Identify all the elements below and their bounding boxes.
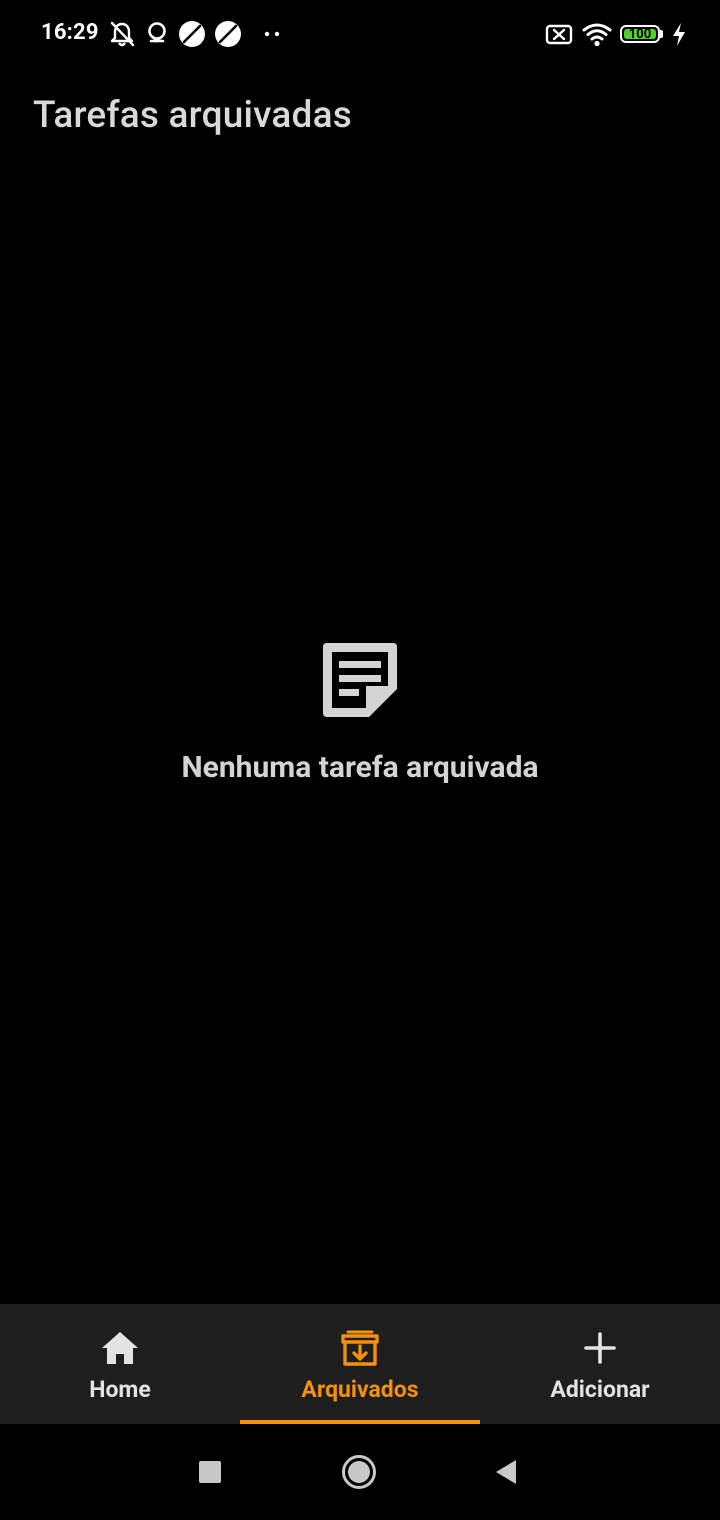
- wifi-icon: [581, 19, 613, 49]
- archive-icon: [340, 1328, 380, 1368]
- sim-off-icon: [545, 19, 573, 49]
- battery-icon: [620, 25, 666, 45]
- battery-level: 100: [624, 29, 656, 39]
- bottom-navigation: [0, 1304, 720, 1424]
- location-pin-icon: [143, 19, 171, 49]
- sticky-note-icon: [321, 641, 399, 719]
- system-navigation-bar: [0, 1424, 720, 1520]
- empty-state-message: Nenhuma tarefa arquivada: [181, 750, 539, 785]
- status-bar: [0, 0, 720, 70]
- charging-bolt-icon: [670, 19, 688, 49]
- dnd-circle-icon: [214, 19, 242, 49]
- more-dots-icon: [258, 19, 286, 49]
- recents-button[interactable]: [199, 1461, 221, 1483]
- home-icon: [100, 1328, 140, 1368]
- nav-label-home: Home: [89, 1376, 151, 1403]
- plus-icon: [580, 1328, 620, 1368]
- nav-item-home[interactable]: [0, 1304, 240, 1424]
- home-button[interactable]: [341, 1454, 377, 1490]
- nav-label-archived: Arquivados: [301, 1376, 419, 1403]
- page-title: Tarefas arquivadas: [33, 94, 352, 137]
- back-button[interactable]: [494, 1458, 518, 1486]
- status-time: 16:29: [41, 20, 99, 45]
- bell-off-icon: [108, 19, 136, 49]
- dnd-circle-icon: [178, 19, 206, 49]
- nav-item-archived[interactable]: [240, 1304, 480, 1424]
- nav-label-add: Adicionar: [550, 1376, 650, 1403]
- nav-item-add[interactable]: [480, 1304, 720, 1424]
